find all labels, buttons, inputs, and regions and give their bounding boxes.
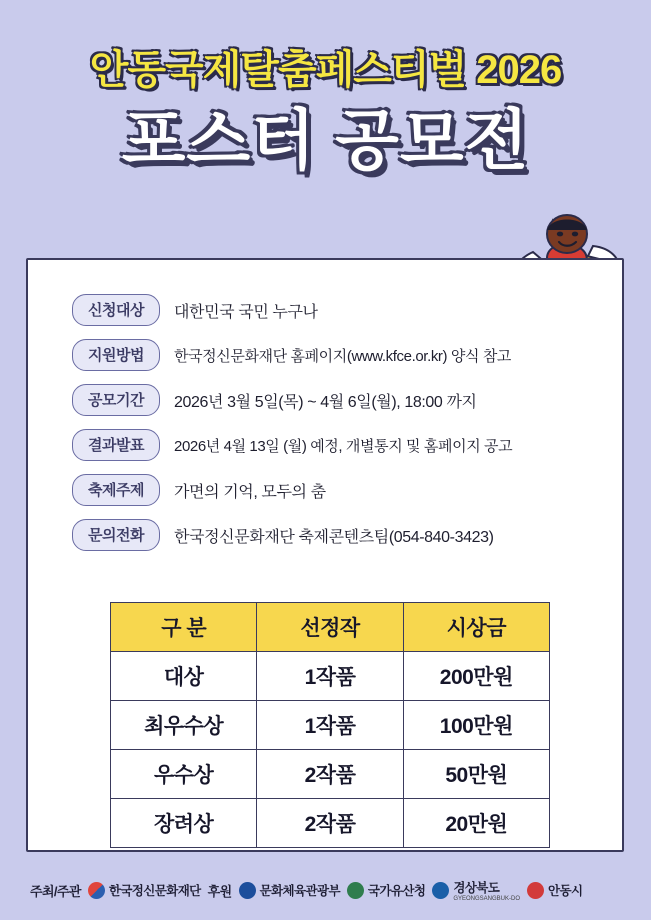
org-kfce <box>88 881 201 899</box>
table-row <box>111 799 550 848</box>
info-value-contact: 한국정신문화재단 축제콘텐츠팀(054-840-3423) <box>174 528 494 546</box>
info-label-results: 결과발표 <box>72 429 160 461</box>
info-list <box>72 294 602 564</box>
info-row <box>72 474 602 506</box>
cell-selected: 2작품 <box>257 799 403 848</box>
org-gb <box>432 878 520 902</box>
footer-organizations <box>30 878 631 902</box>
info-row <box>72 339 602 371</box>
prize-table <box>110 602 550 848</box>
info-label-theme: 축제주제 <box>72 474 160 506</box>
info-label-period: 공모기간 <box>72 384 160 416</box>
content-card <box>26 258 624 852</box>
info-row <box>72 384 602 416</box>
table-header-row <box>111 603 550 652</box>
cell-prize: 100만원 <box>403 701 549 750</box>
table-row <box>111 750 550 799</box>
cell-category: 우수상 <box>111 750 257 799</box>
cell-selected: 2작품 <box>257 750 403 799</box>
info-label-method: 지원방법 <box>72 339 160 371</box>
kfce-logo-icon <box>88 882 105 899</box>
org-mcst <box>239 881 340 899</box>
info-value-theme: 가면의 기억, 모두의 춤 <box>174 483 326 501</box>
cell-prize: 200만원 <box>403 652 549 701</box>
nhf-logo-icon <box>347 882 364 899</box>
poster-header <box>0 0 651 175</box>
andong-logo-icon <box>527 882 544 899</box>
sponsor-name-andong: 안동시 <box>548 884 583 898</box>
info-value-applicant: 대한민국 국민 누구나 <box>174 303 318 321</box>
info-row <box>72 294 602 326</box>
sponsor-name-mcst: 문화체육관광부 <box>259 884 340 898</box>
cell-category: 최우수상 <box>111 701 257 750</box>
info-value-period: 2026년 3월 5일(목) ~ 4월 6일(월), 18:00 까지 <box>174 393 477 411</box>
info-row <box>72 429 602 461</box>
cell-selected: 1작품 <box>257 701 403 750</box>
cell-selected: 1작품 <box>257 652 403 701</box>
contest-title: 포스터 공모전 <box>121 103 530 177</box>
table-row <box>111 701 550 750</box>
cell-prize: 20만원 <box>403 799 549 848</box>
festival-title: 안동국제탈춤페스티벌 2026 <box>89 48 562 92</box>
table-header-category: 구 분 <box>111 603 257 652</box>
cell-category: 대상 <box>111 652 257 701</box>
table-header-prize: 시상금 <box>403 603 549 652</box>
info-label-applicant: 신청대상 <box>72 294 160 326</box>
host-org-name: 한국정신문화재단 <box>108 884 201 898</box>
sponsor-label: 후원 <box>207 883 232 899</box>
host-label: 주최/주관 <box>30 883 81 899</box>
gyeongbuk-logo-icon <box>432 882 449 899</box>
sponsor-name-gb-sub: GYEONGSANGBUK-DO <box>453 896 520 902</box>
info-label-contact: 문의전화 <box>72 519 160 551</box>
table-row <box>111 652 550 701</box>
org-nhf <box>347 881 425 899</box>
table-header-selected: 선정작 <box>257 603 403 652</box>
info-value-results: 2026년 4월 13일 (월) 예정, 개별통지 및 홈페이지 공고 <box>174 437 513 455</box>
sponsor-name-nhf: 국가유산청 <box>367 884 426 898</box>
sponsor-name-gb <box>453 878 520 902</box>
info-value-method: 한국정신문화재단 홈페이지(www.kfce.or.kr) 양식 참고 <box>174 347 512 365</box>
org-andong <box>527 881 582 899</box>
cell-category: 장려상 <box>111 799 257 848</box>
mcst-logo-icon <box>239 882 256 899</box>
info-row <box>72 519 602 551</box>
cell-prize: 50만원 <box>403 750 549 799</box>
sponsor-name-gb-main: 경상북도 <box>453 881 500 895</box>
